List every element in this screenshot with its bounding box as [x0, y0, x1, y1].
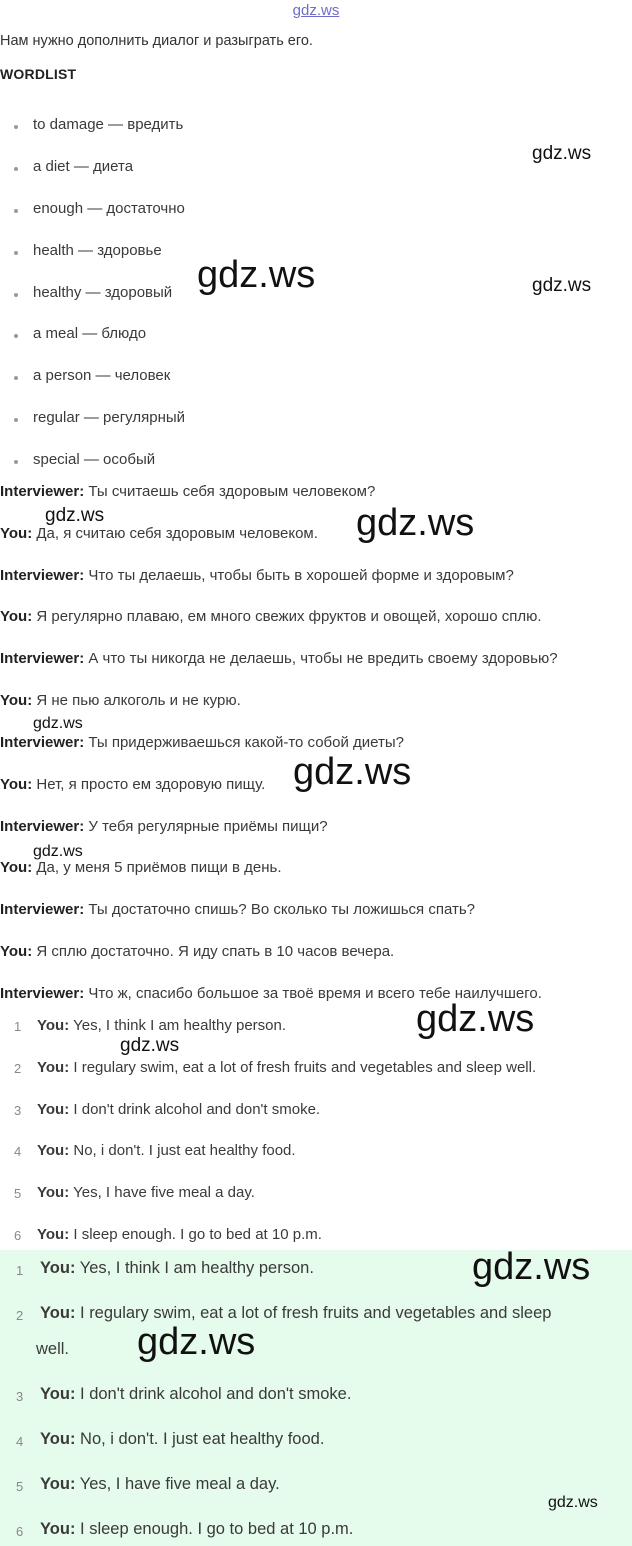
- bullet-icon: [14, 334, 18, 338]
- dialog-text: Я регулярно плаваю, ем много свежих фруктов и овощей, хорошо сплю.: [32, 608, 542, 625]
- speaker-label: Interviewer:: [0, 483, 85, 500]
- watermark: gdz.ws: [293, 751, 412, 793]
- dialog-line: [0, 818, 328, 835]
- dialog-line: [0, 525, 318, 542]
- bullet-icon: [14, 418, 18, 422]
- dialog-line: [0, 859, 282, 876]
- dialog-line: [0, 483, 375, 500]
- answer-text: Yes, I have five meal a day.: [75, 1475, 280, 1493]
- speaker-label: You:: [37, 1142, 70, 1159]
- wordlist-item-text: healthy — здоровый: [33, 284, 173, 301]
- answer-number: 5: [16, 1479, 24, 1494]
- bullet-icon: [14, 251, 18, 255]
- dialog-line: [0, 901, 475, 918]
- speaker-label: Interviewer:: [0, 818, 85, 835]
- answer-text: I don't drink alcohol and don't smoke.: [69, 1101, 321, 1118]
- answer-number: 1: [16, 1263, 24, 1278]
- speaker-label: You:: [40, 1259, 76, 1277]
- answer-number: 4: [16, 1434, 24, 1449]
- watermark: gdz.ws: [416, 998, 535, 1040]
- answer-number: 6: [16, 1524, 24, 1539]
- speaker-label: You:: [0, 859, 33, 876]
- bullet-icon: [14, 209, 18, 213]
- speaker-label: You:: [37, 1101, 70, 1118]
- answer-number: 5: [14, 1186, 22, 1201]
- header-watermark-link[interactable]: gdz.ws: [292, 2, 340, 19]
- speaker-label: You:: [37, 1017, 70, 1034]
- dialog-text: Что ж, спасибо большое за твоё время и всего тебе наилучшего.: [84, 985, 542, 1002]
- dialog-line: [0, 943, 394, 960]
- speaker-label: You:: [0, 692, 33, 709]
- answer-number: 1: [14, 1019, 22, 1034]
- answer-number: 3: [16, 1389, 24, 1404]
- wordlist-item-text: regular — регулярный: [33, 409, 186, 426]
- wordlist-item-text: to damage — вредить: [33, 116, 184, 133]
- answer-text: Yes, I think I am healthy person.: [75, 1259, 314, 1277]
- answer-text: I regulary swim, eat a lot of fresh fruits and vegetables and sleep well.: [69, 1059, 537, 1076]
- watermark: gdz.ws: [45, 505, 105, 526]
- speaker-label: You:: [40, 1385, 76, 1403]
- answer-number: 6: [14, 1228, 22, 1243]
- dialog-line: [0, 650, 558, 667]
- watermark: gdz.ws: [548, 1494, 598, 1511]
- speaker-label: Interviewer:: [0, 901, 85, 918]
- answer-number: 3: [14, 1103, 22, 1118]
- watermark: gdz.ws: [33, 715, 83, 732]
- dialog-text: Нет, я просто ем здоровую пищу.: [32, 776, 266, 793]
- watermark: gdz.ws: [197, 254, 316, 296]
- speaker-label: Interviewer:: [0, 734, 85, 751]
- answer-text: No, i don't. I just eat healthy food.: [75, 1430, 325, 1448]
- wordlist-item-text: a person — человек: [33, 367, 171, 384]
- speaker-label: Interviewer:: [0, 567, 85, 584]
- speaker-label: You:: [0, 608, 33, 625]
- speaker-label: You:: [37, 1059, 70, 1076]
- answer-text: Yes, I think I am healthy person.: [69, 1017, 287, 1034]
- bullet-icon: [14, 376, 18, 380]
- bullet-icon: [14, 460, 18, 464]
- wordlist-item-text: special — особый: [33, 451, 156, 468]
- dialog-text: А что ты никогда не делаешь, чтобы не вредить своему здоровью?: [84, 650, 558, 667]
- answer-text: I sleep enough. I go to bed at 10 p.m.: [75, 1520, 354, 1538]
- answer-number: 4: [14, 1144, 22, 1159]
- answer-text: Yes, I have five meal a day.: [69, 1184, 255, 1201]
- speaker-label: You:: [37, 1184, 70, 1201]
- watermark: gdz.ws: [532, 143, 592, 164]
- bullet-icon: [14, 125, 18, 129]
- dialog-text: Ты достаточно спишь? Во сколько ты ложишься спать?: [84, 901, 476, 918]
- dialog-line: [0, 734, 404, 751]
- speaker-label: You:: [40, 1430, 76, 1448]
- speaker-label: You:: [40, 1475, 76, 1493]
- dialog-line: [0, 567, 514, 584]
- dialog-text: У тебя регулярные приёмы пищи?: [84, 818, 328, 835]
- watermark: gdz.ws: [120, 1035, 180, 1056]
- speaker-label: You:: [0, 943, 33, 960]
- dialog-text: Ты придерживаешься какой-то собой диеты?: [84, 734, 404, 751]
- watermark: gdz.ws: [137, 1321, 256, 1363]
- dialog-text: Я сплю достаточно. Я иду спать в 10 часов вечера.: [32, 943, 395, 960]
- answer-number: 2: [14, 1061, 22, 1076]
- dialog-text: Я не пью алкоголь и не курю.: [32, 692, 241, 709]
- watermark: gdz.ws: [356, 502, 475, 544]
- dialog-line: [0, 608, 542, 625]
- wordlist-item-text: a meal — блюдо: [33, 325, 147, 342]
- answer-text: I sleep enough. I go to bed at 10 p.m.: [69, 1226, 322, 1243]
- answer-text: I don't drink alcohol and don't smoke.: [75, 1385, 352, 1403]
- speaker-label: You:: [40, 1520, 76, 1538]
- watermark: gdz.ws: [532, 275, 592, 296]
- speaker-label: Interviewer:: [0, 650, 85, 667]
- intro-text: Нам нужно дополнить диалог и разыграть его.: [0, 33, 313, 49]
- answer-text: No, i don't. I just eat healthy food.: [69, 1142, 296, 1159]
- dialog-line: [0, 692, 241, 709]
- speaker-label: You:: [40, 1304, 76, 1322]
- bullet-icon: [14, 293, 18, 297]
- dialog-text: Что ты делаешь, чтобы быть в хорошей форме и здоровым?: [84, 567, 514, 584]
- speaker-label: You:: [0, 776, 33, 793]
- wordlist-item-text: a diet — диета: [33, 158, 134, 175]
- watermark: gdz.ws: [472, 1246, 591, 1288]
- answer-text: well.: [36, 1340, 70, 1358]
- wordlist-heading: WORDLIST: [0, 66, 77, 82]
- bullet-icon: [14, 167, 18, 171]
- dialog-line: [0, 776, 265, 793]
- watermark: gdz.ws: [33, 843, 83, 860]
- dialog-text: Да, я считаю себя здоровым человеком.: [32, 525, 318, 542]
- speaker-label: Interviewer:: [0, 985, 85, 1002]
- speaker-label: You:: [0, 525, 33, 542]
- wordlist-item-text: health — здоровье: [33, 242, 162, 259]
- highlighted-answer-box: [0, 1250, 632, 1546]
- dialog-text: Ты считаешь себя здоровым человеком?: [84, 483, 376, 500]
- speaker-label: You:: [37, 1226, 70, 1243]
- dialog-text: Да, у меня 5 приёмов пищи в день.: [32, 859, 282, 876]
- answer-number: 2: [16, 1308, 24, 1323]
- answer-text: I regulary swim, eat a lot of fresh fruits and vegetables and sleep: [75, 1304, 552, 1322]
- wordlist-item-text: enough — достаточно: [33, 200, 185, 217]
